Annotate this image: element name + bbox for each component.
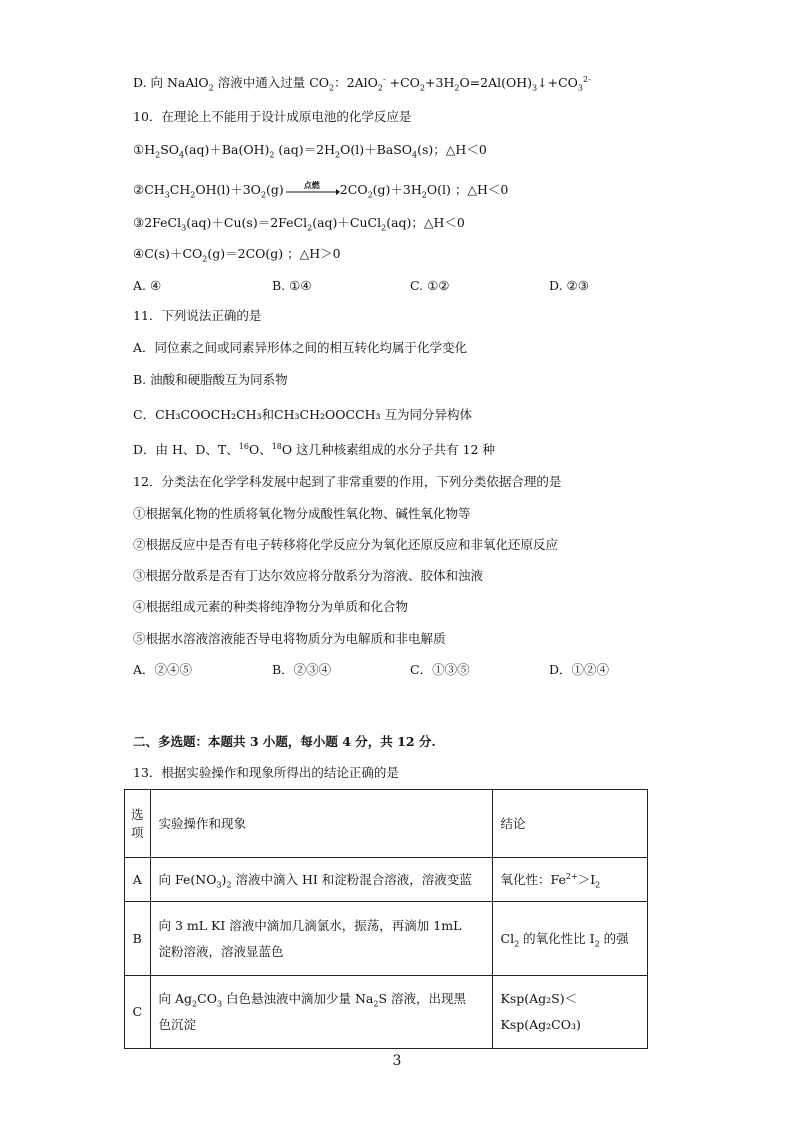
q12-item-3: ③根据分散系是否有丁达尔效应将分散系分为溶液、胶体和浊液 — [133, 568, 484, 583]
row-conclusion: Ksp(Ag₂S)＜Ksp(Ag₂CO₃) — [492, 976, 647, 1049]
q10-option-d: D. ②③ — [549, 278, 589, 293]
question-13: 13．根据实验操作和现象所得出的结论正确的是 — [133, 765, 399, 780]
q11-option-d: D．由 H、D、T、$^{16}$O、$^{18}$O 这几种核素组成的水分子共有 12 种 — [133, 441, 495, 457]
page-number: 3 — [392, 1053, 402, 1069]
reaction-3: ③2FeCl$_3$(aq)＋Cu(s)＝2FeCl$_2$(aq)＋CuCl$_2$(aq)；△H＜0 — [133, 215, 465, 233]
q12-option-c: C．①③⑤ — [410, 662, 470, 677]
experiment-table — [124, 789, 648, 1049]
q11-option-c: C．CH₃COOCH₂CH₃和CH₃CH₂OOCCH₃ 互为同分异构体 — [133, 407, 473, 422]
reaction-4: $④C(s)+CO_2(g)=2CO(g)$ ；△H＞0 — [133, 246, 341, 264]
q11-option-b: B. 油酸和硬脂酸互为同系物 — [133, 372, 288, 387]
q12-option-d: D．①②④ — [549, 662, 610, 677]
question-12: 12．分类法在化学学科发展中起到了非常重要的作用，下列分类依据合理的是 — [133, 474, 562, 489]
reaction-1: $①H_2SO_4(aq)+Ba(OH)_2$ $(aq)=2H_2O(l)+BaSO_4(s)$；△H＜0 — [133, 142, 487, 160]
reaction-2: $②CH_3CH_2OH(l)+3O_2(g)$ 点燃 $2CO_2(g)+3H_2O(l)$ ；△H＜0 — [133, 179, 509, 200]
table-header-row — [125, 790, 648, 858]
section-2-heading: 二、多选题：本题共 3 小题，每小题 4 分，共 12 分. — [133, 734, 436, 749]
q12-option-a: A．②④⑤ — [133, 662, 193, 677]
row-label: B — [125, 902, 151, 976]
row-operation: 向 $Ag_2CO_3$ 白色悬浊液中滴加少量 $Na_2S$ 溶液，出现黑 色沉淀 — [150, 976, 492, 1049]
q11-option-a: A．同位素之间或同素异形体之间的相互转化均属于化学变化 — [133, 340, 468, 355]
q10-option-c: C. ①② — [410, 278, 450, 293]
header-operation: 实验操作和现象 — [150, 790, 492, 858]
q12-item-4: ④根据组成元素的种类将纯净物分为单质和化合物 — [133, 599, 409, 614]
header-option: 选项 — [125, 790, 151, 858]
row-operation: 向 $Fe(NO_3)_2$ 溶液中滴入 HI 和淀粉混合溶液，溶液变蓝 — [150, 858, 492, 902]
row-conclusion: $Cl_2$ 的氧化性比 $I_2$ 的强 — [492, 902, 647, 976]
q10-option-b: B. ①④ — [272, 278, 312, 293]
row-conclusion: 氧化性：$Fe^{2+}>I_2$ — [492, 858, 647, 902]
table-row — [125, 858, 648, 902]
row-operation: 向 3 mL KI 溶液中滴加几滴氯水，振荡，再滴加 1mL 淀粉溶液，溶液显蓝色 — [150, 902, 492, 976]
table-row — [125, 902, 648, 976]
table-row — [125, 976, 648, 1049]
q12-item-5: ⑤根据水溶液溶液能否导电将物质分为电解质和非电解质 — [133, 631, 446, 646]
header-conclusion: 结论 — [492, 790, 647, 858]
reaction-arrow: 点燃 — [284, 182, 340, 200]
row-label: A — [125, 858, 151, 902]
q12-item-2: ②根据反应中是否有电子转移将化学反应分为氧化还原反应和非氧化还原反应 — [133, 537, 559, 552]
question-10: 10．在理论上不能用于设计成原电池的化学反应是 — [133, 109, 412, 124]
q12-option-b: B．②③④ — [272, 662, 332, 677]
question-11: 11．下列说法正确的是 — [133, 308, 262, 323]
q10-option-a: A. ④ — [133, 278, 162, 293]
row-label: C — [125, 976, 151, 1049]
q12-item-1: ①根据氧化物的性质将氧化物分成酸性氧化物、碱性氧化物等 — [133, 506, 471, 521]
q9-option-d: D. 向 NaAlO$_2$ 溶液中通入过量 $CO_2$：$2AlO_2^- +CO_2+3H_2O=2Al(OH)_3↓+CO_3^{2-}$ — [133, 74, 591, 93]
